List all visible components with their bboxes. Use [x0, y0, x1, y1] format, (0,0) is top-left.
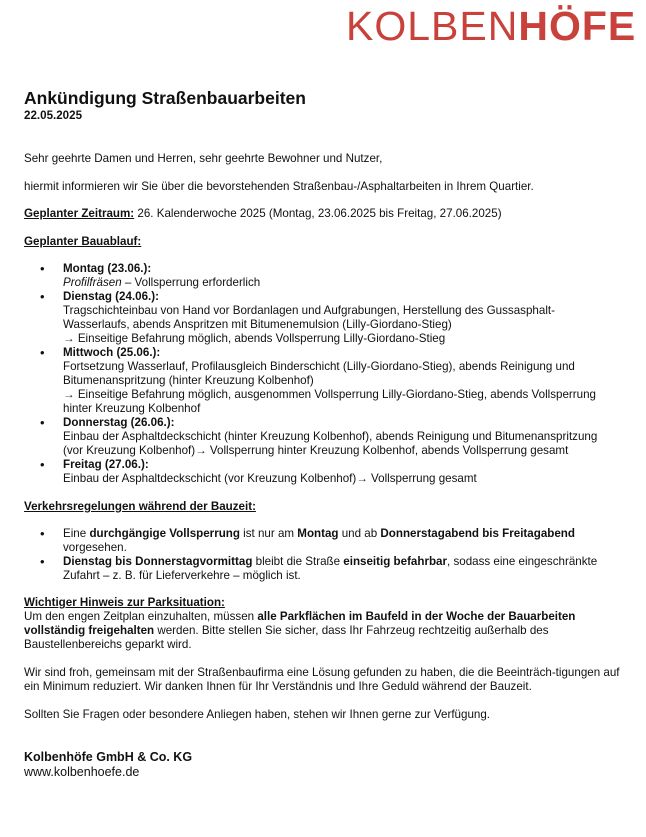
day-text: Einbau der Asphaltdeckschicht (hinter Kreuzung Kolbenhof), abends Reinigung und Bitumenanspritzung (vor Kreuzung Kolbenhof)→ Vollsperrung hinter Kreuzung Kolbenhof, abends Vollsperrung gesamt — [63, 430, 598, 457]
page-title: Ankündigung Straßenbauarbeiten — [24, 88, 306, 108]
company-website[interactable]: www.kolbenhoefe.de — [24, 765, 140, 779]
day-item-tuesday — [63, 290, 620, 346]
rule-emphasis: Donnerstagabend bis Freitagabend — [380, 527, 575, 540]
day-label: • Freitag (27.06.): — [63, 458, 149, 471]
rule-emphasis: Montag — [297, 527, 339, 540]
day-text: Einbau der Asphaltdeckschicht (vor Kreuzung Kolbenhof)→ Vollsperrung gesamt — [63, 472, 477, 485]
construction-day-list — [24, 262, 620, 486]
traffic-rules-heading: Verkehrsregelungen während der Bauzeit: — [24, 500, 256, 513]
day-text: – Vollsperrung erforderlich — [124, 276, 261, 289]
rule-text: bleibt die Straße — [252, 555, 344, 568]
document-date: 22.05.2025 — [24, 109, 83, 122]
rule-text: vorgesehen. — [63, 541, 127, 554]
greeting: Sehr geehrte Damen und Herren, sehr geehrte Bewohner und Nutzer, — [24, 152, 383, 165]
day-label: • Dienstag (24.06.): — [63, 290, 159, 303]
day-item-monday — [63, 262, 620, 290]
day-label: • Donnerstag (26.06.): — [63, 416, 175, 429]
parking-notice-heading: Wichtiger Hinweis zur Parksituation: — [24, 596, 225, 609]
day-text: Fortsetzung Wasserlauf, Profilausgleich Binderschicht (Lilly-Giordano-Stieg), abends Reinigung und Bitumenanspritzung (hinter Kreuzung Kolbenhof) — [63, 360, 575, 387]
day-text: Tragschichteinbau von Hand vor Bordanlagen und Aufgrabungen, Herstellung des Gussasphalt-Wasserlaufs, abends Anspritzen mit Bitumenemulsion (Lilly-Giordano-Stieg) — [63, 304, 555, 331]
day-emphasis: Profilfräsen — [63, 276, 122, 289]
day-label: • Montag (23.06.): — [63, 262, 152, 275]
document-body — [24, 88, 620, 780]
traffic-rule-item — [63, 555, 620, 583]
rule-text: , sodass eine eingeschränkte Zufahrt – z. B. für Lieferverkehre – möglich ist. — [63, 555, 598, 582]
intro-text: hiermit informieren wir Sie über die bevorstehenden Straßenbau-/Asphaltarbeiten in Ihrem Quartier. — [24, 180, 534, 193]
logo-text-hoefe: HÖFE — [518, 3, 637, 49]
parking-text: Um den engen Zeitplan einzuhalten, müssen — [24, 610, 258, 623]
rule-emphasis: Dienstag bis Donnerstagvormittag — [63, 555, 253, 568]
day-item-wednesday — [63, 346, 620, 416]
rule-text: und ab — [338, 527, 381, 540]
contact-paragraph: Sollten Sie Fragen oder besondere Anliegen haben, stehen wir Ihnen gerne zur Verfügung. — [24, 708, 491, 721]
rule-emphasis: einseitig befahrbar — [343, 555, 448, 568]
schedule-period-label: Geplanter Zeitraum: — [24, 207, 135, 220]
schedule-period — [24, 207, 620, 221]
rule-emphasis: durchgängige Vollsperrung — [89, 527, 240, 540]
day-item-thursday — [63, 416, 620, 458]
schedule-period-text: 26. Kalenderwoche 2025 (Montag, 23.06.2025 bis Freitag, 27.06.2025) — [134, 207, 502, 220]
logo-text-kolben: KOLBEN — [346, 3, 519, 49]
company-logo — [346, 4, 646, 48]
rule-text: Eine — [63, 527, 90, 540]
traffic-rules-list — [24, 527, 620, 583]
company-name: Kolbenhöfe GmbH & Co. KG — [24, 750, 193, 764]
rule-text: ist nur am — [239, 527, 298, 540]
day-traffic-note: → Einseitige Befahrung möglich, abends Vollsperrung Lilly-Giordano-Stieg — [63, 332, 446, 345]
day-traffic-note: → Einseitige Befahrung möglich, ausgenommen Vollsperrung Lilly-Giordano-Stieg, abends Vollsperrung hinter Kreuzung Kolbenhof — [63, 388, 596, 415]
day-label: • Mittwoch (25.06.): — [63, 346, 161, 359]
closing-paragraph: Wir sind froh, gemeinsam mit der Straßenbaufirma eine Lösung gefunden zu haben, die die Beeinträch-tigungen auf ein Minimum reduziert. Wir danken Ihnen für Ihr Verständnis und Ihre Geduld während der Bauzeit. — [24, 666, 620, 693]
traffic-rule-item — [63, 527, 620, 555]
parking-text: werden. Bitte stellen Sie sicher, dass Ihr Fahrzeug rechtzeitig außerhalb des Baustellenbereichs geparkt wird. — [24, 624, 549, 651]
parking-notice-text — [24, 610, 620, 652]
parking-emphasis: alle Parkflächen im Baufeld in der Woche der Bauarbeiten vollständig freigehalten — [24, 610, 576, 637]
construction-plan-heading: Geplanter Bauablauf: — [24, 235, 142, 248]
day-item-friday — [63, 458, 620, 486]
day-description — [63, 276, 620, 290]
